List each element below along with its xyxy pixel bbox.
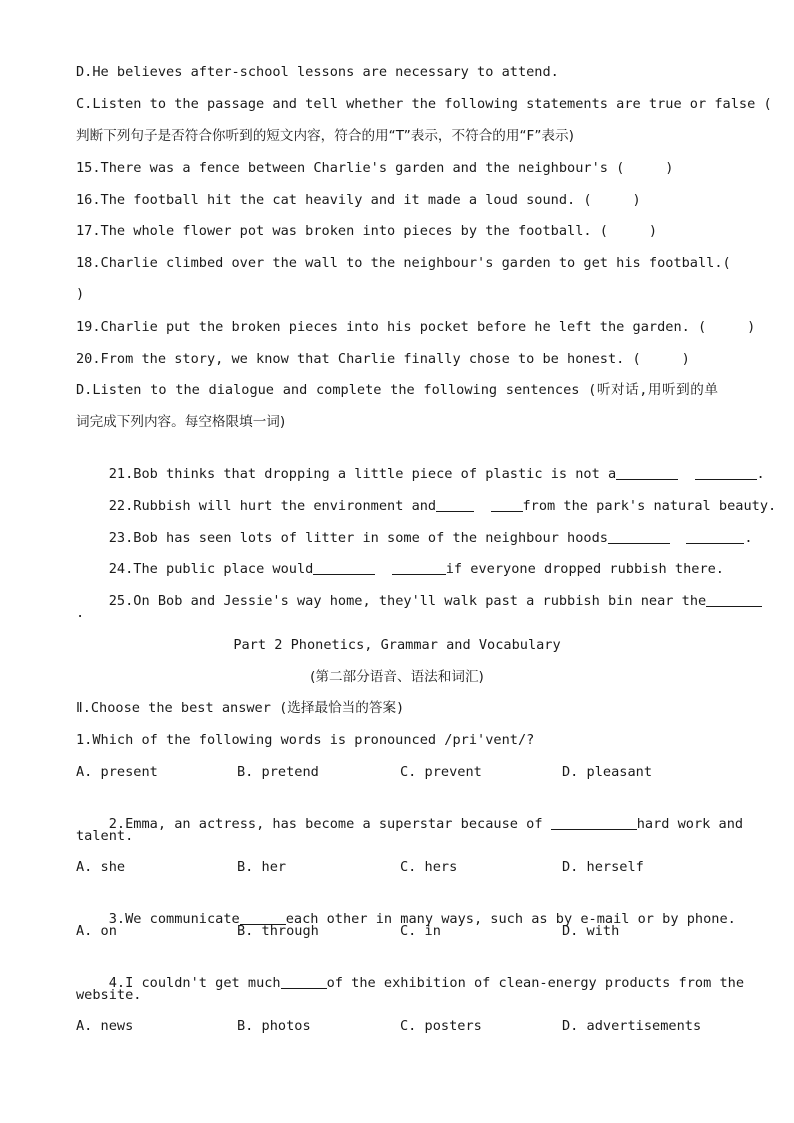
mc2-stem: 2.Emma, an actress, has become a superstar because of xyxy=(108,816,543,832)
question-17: 17.The whole flower pot was broken into pieces by the football. ( ) xyxy=(76,223,658,239)
mc3-stem-end: each other in many ways, such as by e-mail or by phone. xyxy=(285,911,736,927)
section-2-title: Ⅱ.Choose the best answer (选择最恰当的答案) xyxy=(76,700,405,716)
question-15: 15.There was a fence between Charlie's garden and the neighbour's ( ) xyxy=(76,160,674,176)
mc-question-3 xyxy=(76,889,736,949)
mc4-option-b[interactable]: B. photos xyxy=(237,1018,311,1034)
mc2-option-a[interactable]: A. she xyxy=(76,859,126,875)
mc4-option-c[interactable]: C. posters xyxy=(400,1018,482,1034)
mc3-option-d[interactable]: D. with xyxy=(562,923,620,939)
mc-question-2-cont: talent. xyxy=(76,828,134,844)
mc4-stem: 4.I couldn't get much xyxy=(108,975,281,991)
mc4-option-a[interactable]: A. news xyxy=(76,1018,134,1034)
question-19: 19.Charlie put the broken pieces into his pocket before he left the garden. ( ) xyxy=(76,319,756,335)
option-d-prev: D.He believes after-school lessons are necessary to attend. xyxy=(76,64,559,80)
section-c-instruction-cn: 判断下列句子是否符合你听到的短文内容，符合的用“T”表示，不符合的用“F”表示) xyxy=(76,128,574,144)
mc2-option-c[interactable]: C. hers xyxy=(400,859,458,875)
question-21-text: 21.Bob thinks that dropping a little piece of plastic is not a xyxy=(108,466,617,482)
mc2-option-d[interactable]: D. herself xyxy=(562,859,644,875)
mc3-option-a[interactable]: A. on xyxy=(76,923,117,939)
question-21-end: . xyxy=(756,466,765,482)
question-18-cont: ) xyxy=(76,286,85,302)
question-23-end: . xyxy=(744,530,753,546)
mc4-stem-end: of the exhibition of clean-energy products from the xyxy=(326,975,745,991)
part2-subtitle: (第二部分语音、语法和词汇) xyxy=(310,669,484,685)
mc2-option-b[interactable]: B. her xyxy=(237,859,287,875)
question-24-end: if everyone dropped rubbish there. xyxy=(445,561,724,577)
section-d-instruction-cn: 词完成下列内容。每空格限填一词) xyxy=(76,414,286,430)
question-22-end: from the park's natural beauty. xyxy=(522,498,777,514)
mc1-option-c[interactable]: C. prevent xyxy=(400,764,482,780)
mc3-stem: 3.We communicate xyxy=(108,911,240,927)
part2-title: Part 2 Phonetics, Grammar and Vocabulary xyxy=(233,637,561,653)
mc3-option-b[interactable]: B. through xyxy=(237,923,319,939)
mc-question-4-cont: website. xyxy=(76,987,142,1003)
question-20: 20.From the story, we know that Charlie finally chose to be honest. ( ) xyxy=(76,351,690,367)
question-22-text: 22.Rubbish will hurt the environment and xyxy=(108,498,437,514)
mc4-option-d[interactable]: D. advertisements xyxy=(562,1018,702,1034)
section-d-instruction: D.Listen to the dialogue and complete the following sentences (听对话,用听到的单 xyxy=(76,382,718,398)
question-25-text: 25.On Bob and Jessie's way home, they'll walk past a rubbish bin near the xyxy=(108,593,707,609)
question-16: 16.The football hit the cat heavily and it made a loud sound. ( ) xyxy=(76,192,641,208)
mc1-option-a[interactable]: A. present xyxy=(76,764,158,780)
mc-question-1: 1.Which of the following words is pronounced /pri'vent/? xyxy=(76,732,535,748)
question-25-end: . xyxy=(76,605,85,621)
question-23-text: 23.Bob has seen lots of litter in some of the neighbour hoods xyxy=(108,530,608,546)
question-18: 18.Charlie climbed over the wall to the neighbour's garden to get his football.( xyxy=(76,255,731,271)
mc1-option-d[interactable]: D. pleasant xyxy=(562,764,653,780)
mc1-option-b[interactable]: B. pretend xyxy=(237,764,319,780)
section-c-instruction: C.Listen to the passage and tell whether the following statements are true or false ( xyxy=(76,96,772,112)
question-24-text: 24.The public place would xyxy=(108,561,314,577)
mc3-option-c[interactable]: C. in xyxy=(400,923,441,939)
mc2-stem-end: hard work and xyxy=(636,816,744,832)
